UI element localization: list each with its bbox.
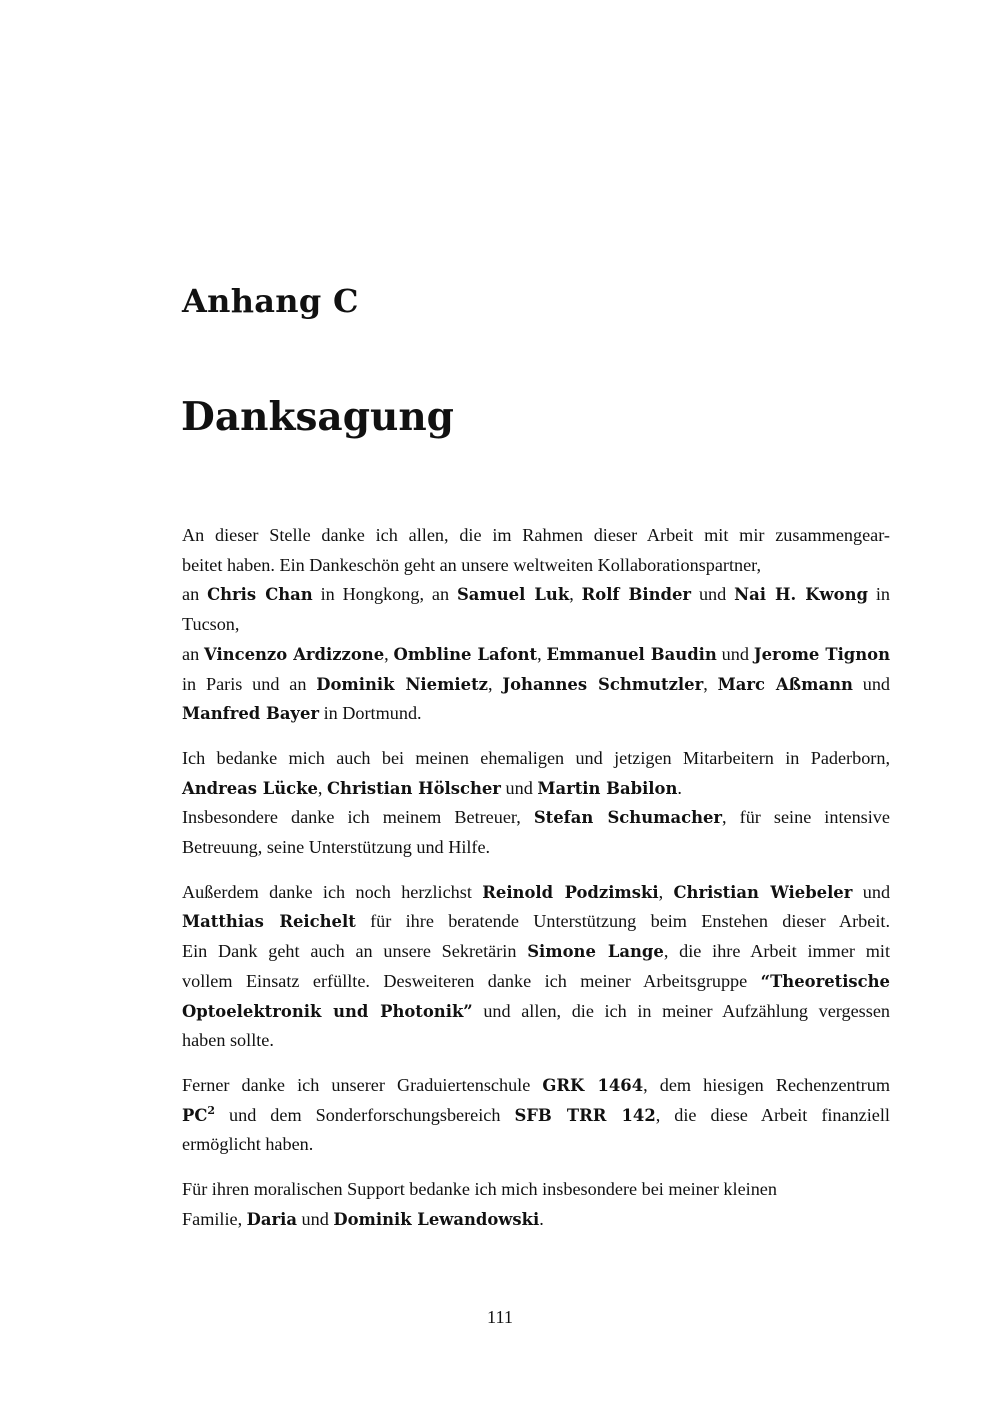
text-line: in Paris und an Dominik Niemietz, Johannes Schmutzler, Marc Aßmann und [182,673,891,694]
person-name: Jerome Tignon [753,644,891,664]
person-name: Dominik Lewandowski [333,1209,540,1229]
group-name: Optoelektronik und Photonik” [182,1001,473,1021]
person-name: Vincenzo Ardizzone [204,644,385,664]
text-line: haben sollte. [182,1030,274,1051]
paragraph-support [182,878,890,1056]
chapter-title: Danksagung [181,394,454,440]
text-line: Optoelektronik und Photonik” und allen, die ich in meiner Aufzählung vergessen [182,1000,890,1021]
group-name: “Theoretische [760,971,890,991]
person-name: Matthias Reichelt [182,912,356,932]
acknowledgements-body [182,521,890,1249]
person-name: Nai H. Kwong [734,585,868,605]
text-line: Ich bedanke mich auch bei meinen ehemaligen und jetzigen Mitarbeitern in Paderborn, [182,747,890,768]
text-line: Familie, Daria und Dominik Lewandowski. [182,1208,544,1229]
text-line: Manfred Bayer in Dortmund. [182,703,422,724]
person-name: Christian Wiebeler [673,882,853,902]
person-name: Daria [246,1209,297,1229]
text-line: Für ihren moralischen Support bedanke ich mich insbesondere bei meiner kleinen [182,1179,777,1200]
person-name: Johannes Schmutzler [502,674,704,694]
person-name: Emmanuel Baudin [546,644,717,664]
text-line: Insbesondere danke ich meinem Betreuer, Stefan Schumacher, für seine intensive [182,807,890,828]
page-number: 111 [487,1307,513,1327]
person-name: Ombline Lafont [393,644,538,664]
paragraph-funding [182,1071,890,1160]
person-name: Chris Chan [207,585,313,605]
person-name: Manfred Bayer [182,704,320,724]
person-name: Simone Lange [527,942,664,962]
text-line: vollem Einsatz erfüllte. Desweiteren danke ich meiner Arbeitsgruppe “Theoretische [182,970,890,991]
paragraph-colleagues [182,744,890,863]
chapter-label: Anhang C [182,282,359,320]
person-name: Samuel Luk [456,585,570,605]
text-line: Betreuung, seine Unterstützung und Hilfe. [182,837,491,858]
text-line: an Vincenzo Ardizzone, Ombline Lafont, Emmanuel Baudin und Jerome Tignon [182,643,891,664]
text-line: ermöglicht haben. [182,1134,314,1155]
text-line: Andreas Lücke, Christian Hölscher und Martin Babilon. [182,777,682,798]
text-line: An dieser Stelle danke ich allen, die im Rahmen dieser Arbeit mit mir zusammengear- [182,525,890,545]
paragraph-family [182,1175,890,1234]
person-name: Christian Hölscher [327,778,501,798]
person-name: Martin Babilon [537,778,678,798]
person-name: Marc Aßmann [717,674,853,694]
institution-name: GRK 1464 [542,1075,644,1095]
person-name: Reinold Podzimski [482,882,659,902]
text-line: Ferner danke ich unserer Graduiertenschule GRK 1464, dem hiesigen Rechenzentrum [182,1074,890,1095]
person-name: Andreas Lücke [182,778,318,798]
paragraph-collaborators [182,521,890,729]
text-line: Ein Dank geht auch an unsere Sekretärin Simone Lange, die ihre Arbeit immer mit [182,941,891,962]
text-line: Matthias Reichelt für ihre beratende Unterstützung beim Enstehen dieser Arbeit. [182,911,890,932]
text-line: $PC^2$ und dem Sonderforschungsbereich SFB TRR 142, die diese Arbeit finanziell [182,1103,890,1125]
text-line: Außerdem danke ich noch herzlichst Reinold Podzimski, Christian Wiebeler und [182,881,891,902]
text-line: an Chris Chan in Hongkong, an Samuel Luk, Rolf Binder und Nai H. Kwong in [182,584,891,605]
person-name: Stefan Schumacher [533,808,723,828]
institution-name: SFB TRR 142 [514,1105,656,1125]
institution-name: $PC^2$ [182,1103,216,1125]
superscript: 2 [207,1103,216,1117]
text-line: Tucson, [182,614,240,635]
person-name: Rolf Binder [581,585,692,605]
text-line: beitet haben. Ein Dankeschön geht an unsere weltweiten Kollaborationspartner, [182,554,762,575]
person-name: Dominik Niemietz [316,674,488,694]
